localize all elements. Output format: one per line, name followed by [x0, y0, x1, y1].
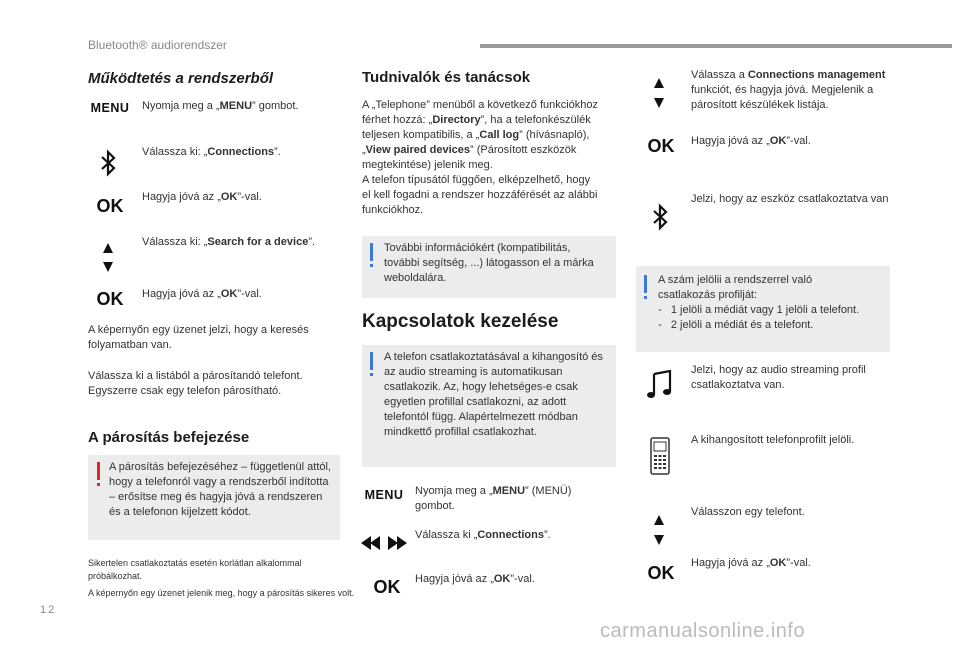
phone-icon	[650, 437, 670, 480]
bluetooth-icon	[98, 148, 120, 183]
step-ok-text-2: Hagyja jóvá az „OK”-val.	[415, 573, 535, 585]
info-bar	[644, 275, 647, 293]
section-title-operation: Működtetés a rendszerből	[88, 70, 274, 87]
tips-body: A „Telephone” menüből a következő funkciókhoz férhet hozzá: „Directory”, ha a telefonkészülék teljesen kompatibilis, a „Call log” (hívásnapló), „View paired devices” (Párosított eszközök megtekintése) jelenik meg. A telefon típusától függően, elképzelhető, hogy el kell fogadni a rendszer hozzáférését az alábbi funkciókhoz.	[362, 99, 599, 216]
step-connections-text: Válassza ki: „Connections”.	[142, 146, 281, 158]
info-text-profile-number: A szám jelölii a rendszerrel való csatlakozás profilját: - 1 jelöli a médiát vagy 1 jelöli a telefont. - 2 jelöli a médiát és a telefont.	[658, 274, 860, 331]
info-box-profile-number	[636, 266, 890, 352]
warning-bar	[97, 462, 100, 480]
info-text-profiles: A telefon csatlakoztatásával a kihangosító és az audio streaming is automatikusan csatlakozik. Az, hogy lehetséges-e csak egyetlen profillal csatlakozni, az adott telefontól függ. Alapértelmezett módban mindkettő profillal csatlakozhat.	[384, 351, 603, 438]
menu-symbol: MENU	[90, 101, 130, 115]
info-box-website	[362, 236, 616, 298]
step-ok-text-4: Hagyja jóvá az „OK”-val.	[691, 557, 811, 569]
ok-symbol: OK	[373, 577, 401, 597]
header-rule	[480, 44, 952, 48]
info-dot	[644, 296, 647, 299]
step-connections-text-2: Válassza ki „Connections”.	[415, 529, 551, 541]
note-success: A képernyőn egy üzenet jelenik meg, hogy a párosítás sikeres volt.	[88, 588, 355, 598]
step-menu-text: Nyomja meg a „MENU” gombot.	[142, 100, 299, 112]
bluetooth-icon	[650, 202, 672, 237]
ok-symbol: OK	[647, 563, 675, 583]
info-dot	[370, 264, 373, 267]
step-ok-text-3: Hagyja jóvá az „OK”-val.	[691, 135, 811, 147]
info-text-website: További információkért (kompatibilitás, további segítség, ...) látogasson el a márka weboldalára.	[384, 242, 594, 284]
step-select-phone-text: Válasszon egy telefont.	[691, 506, 805, 518]
warning-box	[88, 455, 340, 540]
running-header: Bluetooth® audiorendszer	[88, 38, 227, 52]
music-note-icon	[646, 370, 674, 405]
info-box-profiles	[362, 345, 616, 467]
up-down-arrows-icon	[654, 515, 664, 545]
ok-symbol: OK	[96, 289, 124, 309]
info-bar	[370, 243, 373, 261]
warning-dot	[97, 483, 100, 486]
menu-symbol: MENU	[364, 488, 404, 502]
step-device-connected-text: Jelzi, hogy az eszköz csatlakoztatva van	[691, 193, 889, 205]
step-handsfree-text: A kihangosított telefonprofilt jelöli.	[691, 434, 855, 446]
note-retry: Sikertelen csatlakoztatás esetén korlátlan alkalommal próbálkozhat.	[88, 558, 302, 581]
info-dot	[370, 373, 373, 376]
section-title-pairing: A párosítás befejezése	[88, 429, 250, 446]
ok-symbol: OK	[96, 196, 124, 216]
page-number: 12	[40, 604, 57, 616]
ok-symbol: OK	[647, 136, 675, 156]
up-down-arrows-icon	[103, 243, 113, 272]
section-title-tips: Tudnivalók és tanácsok	[362, 69, 531, 86]
paragraph-select-phone: Válassza ki a listából a párosítandó telefont. Egyszerre csak egy telefon párosítható.	[88, 370, 303, 397]
step-search-text: Válassza ki: „Search for a device”.	[142, 236, 316, 248]
step-menu-text-2: Nyomja meg a „MENU” (MENÜ) gombot.	[415, 485, 572, 512]
section-title-connections: Kapcsolatok kezelése	[362, 311, 559, 332]
up-down-arrows-icon	[654, 78, 664, 108]
step-audio-streaming-text: Jelzi, hogy az audio streaming profil csatlakoztatva van.	[691, 364, 866, 391]
step-ok-text: Hagyja jóvá az „OK”-val.	[142, 191, 262, 203]
paragraph-search: A képernyőn egy üzenet jelzi, hogy a keresés folyamatban van.	[88, 324, 309, 351]
left-right-arrows-icon	[361, 536, 407, 555]
step-ok-text: Hagyja jóvá az „OK”-val.	[142, 288, 262, 300]
step-connections-management-text: Válassza a Connections management funkciót, és hagyja jóvá. Megjelenik a párosított készülékek listája.	[691, 69, 886, 111]
watermark: carmanualsonline.info	[600, 620, 806, 642]
warning-text: A párosítás befejezéséhez – függetlenül attól, hogy a telefonról vagy a rendszerből indította – erősítse meg és hagyja jóvá a rendszeren és a telefonon kijelzett kódot.	[109, 461, 331, 518]
info-bar	[370, 352, 373, 370]
